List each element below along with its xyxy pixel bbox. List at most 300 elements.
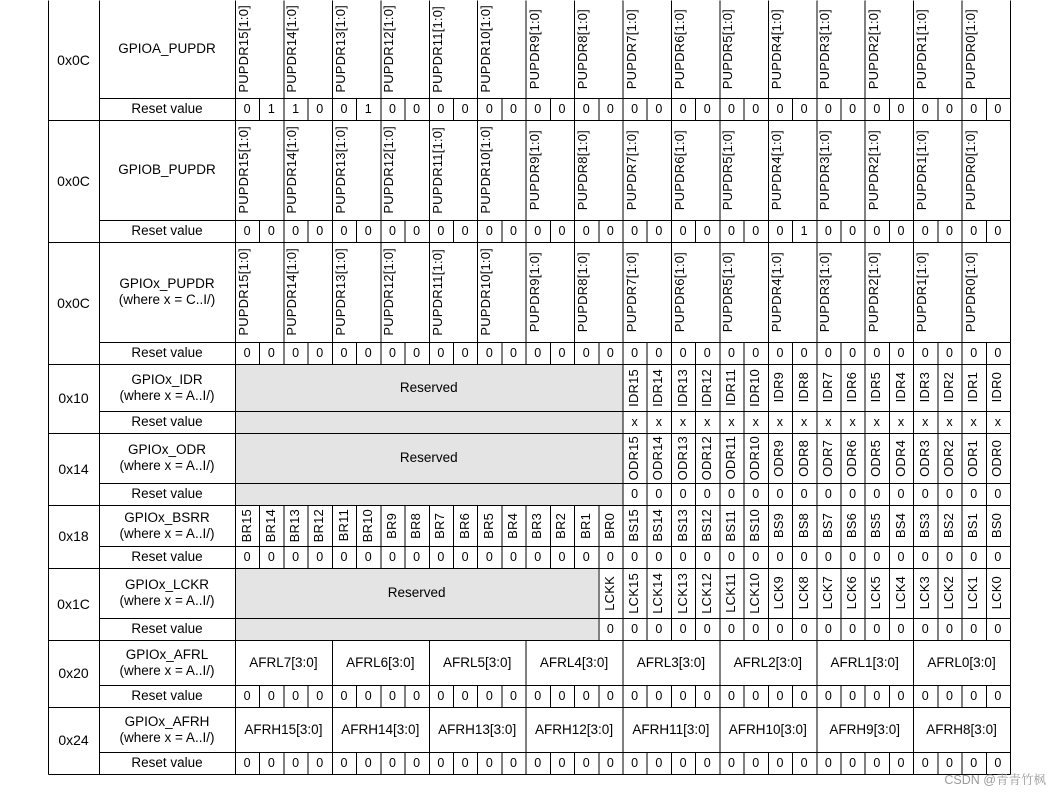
bit-field-label: BR15: [238, 508, 254, 543]
bit-field-label: ODR9: [771, 439, 787, 477]
reset-bit: 0: [340, 101, 348, 116]
bit-field-label: LCK2: [940, 576, 956, 610]
reset-bit: 0: [582, 549, 590, 564]
bit-field-label: IDR5: [868, 372, 884, 403]
reset-bit: 0: [800, 101, 808, 116]
reset-bit: 0: [485, 688, 493, 703]
reset-bit: 0: [945, 621, 953, 636]
bit-field: [913, 364, 937, 411]
bit-field-label: ODR15: [626, 435, 642, 481]
reset-bit: x: [825, 414, 832, 429]
bit-field-label: BS7: [819, 512, 835, 539]
reset-bit: 0: [631, 621, 639, 636]
reserved-reset-cell: [477, 411, 501, 433]
bit-field: [623, 0, 671, 98]
reset-bit: 0: [897, 621, 905, 636]
reset-value-label: Reset value: [131, 345, 203, 361]
reset-bit: 0: [606, 345, 614, 360]
bit-field: [719, 707, 816, 752]
reset-bit: 0: [921, 688, 929, 703]
reset-bit: 0: [849, 101, 857, 116]
reserved-reset-cell: [356, 618, 380, 640]
reset-bit: 0: [800, 345, 808, 360]
bit-field: [889, 433, 913, 483]
bit-field: [623, 364, 647, 411]
reset-bit: 0: [776, 688, 784, 703]
reset-bit: 0: [437, 101, 445, 116]
reset-bit: 0: [655, 101, 663, 116]
bit-field: [526, 505, 550, 546]
bit-field: [623, 707, 720, 752]
bit-field: [380, 120, 428, 220]
reset-bit: 0: [873, 345, 881, 360]
reset-bit: 0: [461, 223, 469, 238]
bit-field: [647, 364, 671, 411]
bit-field-label: BR10: [359, 508, 375, 543]
register-offset: 0x0C: [57, 172, 90, 189]
bit-field: [308, 505, 332, 546]
reset-bit: 0: [703, 549, 711, 564]
reset-bit: 0: [921, 101, 929, 116]
bit-field: [768, 364, 792, 411]
bit-field-label: LCK10: [747, 572, 763, 614]
bit-field-label: PUPDR8[1:0]: [575, 129, 591, 211]
reset-bit: 0: [824, 549, 832, 564]
reset-bit: 0: [485, 345, 493, 360]
bit-field: [744, 433, 768, 483]
reset-bit: 0: [267, 755, 275, 770]
bit-field-label: BS3: [916, 512, 932, 539]
bit-field-label: ODR10: [747, 435, 763, 481]
bit-field: [477, 120, 525, 220]
bit-field-label: LCK12: [698, 572, 714, 614]
bit-field-label: ODR7: [819, 439, 835, 477]
reset-bit: 0: [316, 549, 324, 564]
reset-bit: 0: [388, 755, 396, 770]
reset-bit: 0: [994, 621, 1002, 636]
bit-field-label: ODR13: [674, 435, 690, 481]
bit-field-label: PUPDR1[1:0]: [914, 251, 930, 333]
bit-field: [889, 364, 913, 411]
bit-field: [913, 505, 937, 546]
reset-bit: 0: [873, 223, 881, 238]
reset-bit: 0: [510, 688, 517, 703]
reset-bit: 0: [776, 755, 784, 770]
bit-field-label: PUPDR0[1:0]: [962, 8, 978, 90]
bit-field-label: PUPDR12[1:0]: [381, 126, 397, 214]
reset-bit: 0: [873, 486, 881, 501]
bit-field-label: BS14: [650, 509, 666, 542]
bit-field: [913, 433, 937, 483]
reset-bit: 0: [752, 549, 760, 564]
reset-bit: 1: [267, 101, 275, 116]
bit-field: [744, 364, 768, 411]
reset-bit: 0: [994, 755, 1002, 770]
bit-field: [768, 0, 816, 98]
bit-field-label: BR1: [577, 512, 593, 539]
bit-field: [332, 0, 380, 98]
register-offset: 0x0C: [57, 51, 90, 68]
bit-field: [719, 0, 767, 98]
reset-bit: 0: [437, 549, 445, 564]
reserved-reset-cell: [380, 411, 404, 433]
register-name: GPIOB_PUPDR: [118, 162, 216, 178]
bit-field: [913, 0, 961, 98]
bit-field-label: LCK6: [844, 576, 860, 610]
reset-bit: 0: [606, 621, 614, 636]
bit-field: [840, 568, 864, 618]
reset-bit: 0: [994, 549, 1002, 564]
reset-bit: 0: [316, 755, 324, 770]
reset-bit: 0: [849, 755, 857, 770]
bit-field-label: PUPDR13[1:0]: [332, 5, 348, 93]
reset-bit: x: [776, 414, 784, 429]
reset-bit: 0: [364, 223, 372, 238]
reset-bit: 0: [364, 688, 372, 703]
bit-field-label: PUPDR7[1:0]: [623, 129, 639, 211]
reset-bit: 0: [897, 486, 905, 501]
bit-field: [695, 364, 719, 411]
bit-field-label: PUPDR1[1:0]: [914, 8, 930, 90]
reset-bit: 0: [413, 755, 421, 770]
reset-bit: 0: [849, 688, 857, 703]
bit-field-label: AFRH9[3:0]: [829, 721, 900, 737]
bit-field-label: IDR6: [844, 372, 860, 403]
reserved-reset-cell: [283, 618, 307, 640]
reserved-reset-cell: [574, 618, 598, 640]
bit-field: [865, 0, 913, 98]
reset-bit: 0: [800, 486, 808, 501]
register-offset: 0x14: [58, 460, 89, 477]
reset-bit: 0: [534, 101, 542, 116]
reset-bit: 0: [388, 549, 396, 564]
reset-bit: 0: [534, 755, 542, 770]
reset-bit: 0: [703, 101, 711, 116]
reset-bit: 0: [776, 345, 784, 360]
reset-bit: 0: [728, 549, 735, 564]
reset-bit: 0: [292, 755, 300, 770]
bit-field-label: BR8: [408, 512, 424, 539]
bit-field-label: PUPDR12[1:0]: [381, 5, 397, 93]
bit-field-label: IDR2: [940, 372, 956, 403]
bit-field-label: IDR15: [626, 368, 642, 407]
bit-field-label: PUPDR6[1:0]: [671, 129, 687, 211]
reserved-reset-cell: [598, 483, 622, 505]
bit-field: [647, 505, 671, 546]
bit-field: [695, 505, 719, 546]
reset-bit: 0: [267, 345, 275, 360]
reset-bit: 0: [558, 755, 566, 770]
bit-field: [816, 568, 840, 618]
reset-bit: 0: [267, 688, 275, 703]
reset-bit: x: [994, 414, 1002, 429]
reset-bit: x: [679, 414, 687, 429]
reserved-label: Reserved: [387, 585, 446, 601]
bit-field: [380, 242, 428, 342]
reset-bit: x: [728, 414, 735, 429]
reset-bit: 0: [364, 755, 372, 770]
reset-bit: 0: [897, 549, 905, 564]
reset-bit: 0: [970, 223, 978, 238]
bit-field: [574, 0, 622, 98]
bit-field: [719, 640, 816, 685]
reset-bit: x: [897, 414, 905, 429]
bit-field-label: PUPDR14[1:0]: [284, 126, 300, 214]
reset-bit: 0: [364, 345, 372, 360]
reset-bit: 0: [388, 345, 396, 360]
reset-bit: 0: [897, 755, 905, 770]
bit-field: [429, 505, 453, 546]
bit-field-label: PUPDR4[1:0]: [768, 8, 784, 90]
bit-field-label: AFRL7[3:0]: [249, 654, 318, 670]
reset-bit: 0: [267, 223, 275, 238]
bit-field: [816, 242, 864, 342]
reserved-field: [235, 568, 598, 618]
bit-field-label: PUPDR11[1:0]: [429, 126, 445, 214]
bit-field-label: BR6: [456, 512, 472, 539]
bit-field: [429, 0, 477, 98]
bit-field-label: IDR13: [674, 368, 690, 407]
bit-field-label: BR3: [529, 512, 545, 539]
bit-field-label: BS9: [771, 512, 787, 539]
reset-bit: 0: [437, 345, 445, 360]
bit-field: [477, 242, 525, 342]
reset-value-label: Reset value: [131, 223, 203, 239]
reserved-reset-cell: [526, 618, 550, 640]
reserved-reset-cell: [598, 411, 622, 433]
reset-bit: 0: [824, 688, 832, 703]
reserved-reset-cell: [332, 483, 356, 505]
reset-bit: 0: [606, 223, 614, 238]
bit-field: [816, 0, 864, 98]
reserved-reset-cell: [453, 618, 477, 640]
bit-field-label: ODR12: [698, 435, 714, 481]
bit-field-label: LCKK: [601, 575, 617, 611]
bit-field-label: LCK15: [626, 572, 642, 614]
bit-field: [865, 120, 913, 220]
reset-bit: 0: [945, 688, 953, 703]
bit-field-label: AFRH14[3:0]: [341, 721, 420, 737]
reserved-reset-cell: [429, 618, 453, 640]
bit-field: [356, 505, 380, 546]
reset-bit: 0: [316, 223, 324, 238]
reset-bit: 0: [970, 621, 978, 636]
reserved-reset-cell: [550, 483, 574, 505]
reset-bit: 0: [510, 223, 517, 238]
bit-field: [283, 0, 331, 98]
bit-field: [768, 505, 792, 546]
bit-field: [865, 568, 889, 618]
reset-bit: 0: [655, 549, 663, 564]
reset-bit: 0: [970, 755, 978, 770]
bit-field-label: BR14: [262, 508, 278, 543]
bit-field-label: ODR5: [868, 439, 884, 477]
bit-field-label: PUPDR0[1:0]: [962, 251, 978, 333]
reset-bit: 1: [292, 101, 300, 116]
reset-bit: 0: [873, 755, 881, 770]
reset-bit: 0: [631, 755, 639, 770]
reset-bit: 0: [921, 621, 929, 636]
reset-bit: 0: [316, 688, 324, 703]
bit-field-label: BS8: [795, 512, 811, 539]
bit-field-label: BS12: [698, 509, 714, 542]
reserved-reset-cell: [332, 411, 356, 433]
bit-field: [719, 505, 743, 546]
bit-field: [913, 242, 961, 342]
bit-field-label: BR0: [601, 512, 617, 539]
reset-bit: 0: [558, 688, 566, 703]
bit-field-label: PUPDR2[1:0]: [865, 129, 881, 211]
bit-field-label: PUPDR10[1:0]: [478, 5, 494, 93]
reset-bit: 0: [679, 621, 687, 636]
reset-bit: 0: [921, 755, 929, 770]
reserved-reset-cell: [235, 618, 259, 640]
reserved-reset-cell: [477, 483, 501, 505]
register-name: GPIOx_IDR (where x = A..I/): [119, 371, 215, 403]
bit-field: [889, 568, 913, 618]
register-offset: 0x0C: [57, 294, 90, 311]
reset-bit: 0: [824, 223, 832, 238]
bit-field-label: ODR11: [723, 436, 739, 480]
bit-field: [332, 505, 356, 546]
bit-field: [671, 0, 719, 98]
reset-value-label: Reset value: [131, 101, 203, 117]
bit-field-label: LCK0: [989, 576, 1005, 610]
reset-bit: 0: [558, 101, 566, 116]
reset-bit: 0: [631, 688, 639, 703]
reset-bit: 0: [267, 549, 275, 564]
bit-field-label: BR5: [480, 512, 496, 539]
reset-bit: 0: [582, 345, 590, 360]
bit-field: [792, 568, 816, 618]
reserved-reset-cell: [501, 483, 525, 505]
bit-field-label: IDR0: [989, 372, 1005, 403]
bit-field: [526, 707, 623, 752]
reserved-reset-cell: [453, 411, 477, 433]
reset-bit: 0: [824, 621, 832, 636]
bit-field: [623, 242, 671, 342]
bit-field-label: PUPDR5[1:0]: [720, 251, 736, 333]
reset-bit: 1: [364, 101, 372, 116]
bit-field-label: IDR1: [965, 372, 981, 403]
bit-field: [380, 0, 428, 98]
reset-bit: 0: [292, 688, 300, 703]
reset-bit: 0: [340, 223, 348, 238]
reset-bit: 0: [873, 688, 881, 703]
bit-field-label: PUPDR13[1:0]: [332, 248, 348, 336]
bit-field-label: BR2: [553, 512, 569, 539]
bit-field: [744, 505, 768, 546]
reset-bit: x: [704, 414, 711, 429]
bit-field: [429, 707, 526, 752]
reset-bit: 0: [994, 688, 1002, 703]
reset-bit: 0: [388, 223, 396, 238]
bit-field: [719, 568, 743, 618]
reset-bit: 0: [292, 549, 300, 564]
reset-bit: 0: [655, 345, 663, 360]
reset-bit: x: [922, 414, 929, 429]
reserved-reset-cell: [332, 618, 356, 640]
reset-bit: x: [631, 414, 638, 429]
reset-bit: 0: [752, 755, 760, 770]
reset-bit: 0: [970, 549, 978, 564]
bit-field: [865, 364, 889, 411]
bit-field: [840, 433, 864, 483]
bit-field-label: PUPDR14[1:0]: [284, 5, 300, 93]
bit-field-label: AFRL3[3:0]: [636, 654, 706, 670]
bit-field: [865, 242, 913, 342]
reset-bit: 0: [316, 345, 324, 360]
bit-field-label: PUPDR3[1:0]: [817, 8, 833, 90]
reset-bit: 0: [461, 755, 469, 770]
bit-field: [671, 120, 719, 220]
bit-field-label: PUPDR15[1:0]: [236, 5, 251, 93]
bit-field: [647, 568, 671, 618]
reserved-reset-cell: [380, 483, 404, 505]
reset-bit: 0: [703, 345, 711, 360]
reserved-reset-cell: [283, 411, 307, 433]
bit-field: [574, 120, 622, 220]
reset-bit: 0: [461, 101, 469, 116]
reset-bit: x: [801, 414, 808, 429]
reset-bit: 0: [606, 101, 614, 116]
bit-field-label: AFRH11[3:0]: [632, 721, 710, 737]
bit-field: [986, 364, 1010, 411]
reset-bit: 0: [776, 549, 784, 564]
bit-field-label: ODR3: [916, 439, 932, 477]
reset-bit: 0: [582, 223, 590, 238]
bit-field: [235, 0, 283, 98]
bit-field-label: BS6: [844, 512, 860, 539]
bit-field-label: BS4: [892, 512, 908, 539]
reserved-reset-cell: [405, 618, 429, 640]
reserved-reset-cell: [380, 618, 404, 640]
bit-field: [429, 242, 477, 342]
reserved-reset-cell: [453, 483, 477, 505]
bit-field: [792, 505, 816, 546]
bit-field: [235, 505, 259, 546]
reserved-reset-cell: [574, 483, 598, 505]
bit-field: [768, 120, 816, 220]
reset-bit: 0: [752, 621, 760, 636]
bit-field: [962, 505, 986, 546]
reset-bit: 0: [413, 688, 421, 703]
reset-bit: 0: [582, 101, 590, 116]
reserved-reset-cell: [429, 483, 453, 505]
reset-bit: 0: [631, 486, 639, 501]
bit-field-label: PUPDR4[1:0]: [768, 251, 784, 333]
reset-bit: 0: [921, 345, 929, 360]
reset-value-label: Reset value: [131, 621, 203, 637]
bit-field-label: LCK1: [965, 576, 981, 610]
reset-bit: 0: [485, 101, 493, 116]
register-name: GPIOx_AFRH (where x = A..I/): [119, 713, 215, 745]
bit-field: [889, 505, 913, 546]
reserved-label: Reserved: [399, 450, 458, 466]
bit-field-label: BS2: [940, 512, 956, 539]
bit-field: [235, 120, 283, 220]
bit-field-label: IDR11: [723, 369, 739, 406]
bit-field-label: BS5: [868, 512, 884, 539]
reset-bit: 0: [703, 486, 711, 501]
bit-field: [671, 364, 695, 411]
bit-field: [937, 364, 961, 411]
bit-field: [695, 433, 719, 483]
reset-bit: x: [655, 414, 662, 429]
bit-field: [574, 505, 598, 546]
reset-bit: 0: [655, 223, 663, 238]
bit-field: [719, 364, 743, 411]
